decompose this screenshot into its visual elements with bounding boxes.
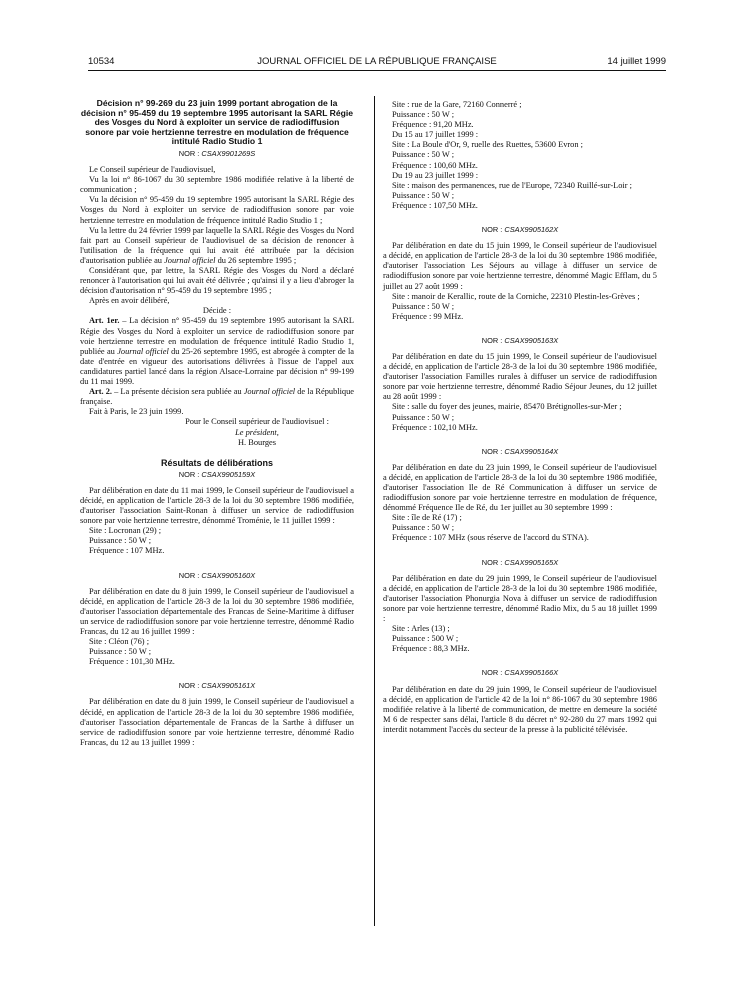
nor-reference xyxy=(80,571,354,581)
deliberation-entry xyxy=(383,433,657,544)
text-run: du 26 septembre 1995 ; xyxy=(215,255,297,265)
article-label: Art. 2. xyxy=(89,387,113,397)
decision-paragraph: Après en avoir délibéré, xyxy=(89,296,170,306)
broadcast-detail-line: Site : salle du foyer des jeunes, mairie, 85470 Brétignolles-sur-Mer ; xyxy=(392,402,622,412)
broadcast-detail-line: Puissance : 50 W ; xyxy=(392,412,455,422)
decision-title: Décision n° 99-269 du 23 juin 1999 portant abrogation de la décision n° 95-459 du 19 septembre 1995 autorisant la SARL Régie des Vosges du Nord à exploiter un service de radiodiffusion sonore par voie hertzienne terrestre en modulation de fréquence intitulé Radio Studio 1 xyxy=(80,98,354,147)
entry-spacer xyxy=(383,654,657,666)
broadcast-detail-line: Site : île de Ré (17) ; xyxy=(392,513,462,523)
broadcast-detail-line: Site : Locronan (29) ; xyxy=(89,526,162,536)
nor-label: NOR : xyxy=(178,681,200,691)
entry-spacer xyxy=(383,433,657,445)
done-at: Fait à Paris, le 23 juin 1999. xyxy=(89,407,184,417)
signature-name: H. Bourges xyxy=(238,437,276,447)
nor-label: NOR : xyxy=(178,469,200,479)
nor-label: NOR : xyxy=(481,446,503,456)
broadcast-detail-line: Fréquence : 107,50 MHz. xyxy=(392,200,478,210)
nor-code: CSAX9905163X xyxy=(504,335,559,345)
deliberation-entry xyxy=(383,322,657,433)
deliberation-entry xyxy=(80,667,354,748)
issue-date: 14 juillet 1999 xyxy=(607,56,666,67)
entry-spacer xyxy=(383,322,657,334)
nor-reference xyxy=(383,447,657,457)
nor-code: CSAX9905166X xyxy=(504,668,559,678)
broadcast-detail-line: Fréquence : 88,3 MHz. xyxy=(392,644,470,654)
period-heading: Du 19 au 23 juillet 1999 : xyxy=(392,170,479,180)
nor-code: CSAX9905161X xyxy=(201,681,256,691)
nor-reference xyxy=(383,225,657,235)
deliberation-entry xyxy=(383,211,657,322)
entry-spacer xyxy=(80,557,354,569)
article-1 xyxy=(80,316,354,387)
broadcast-detail-line: Puissance : 50 W ; xyxy=(392,301,455,311)
journal-title: JOURNAL OFFICIEL DE LA RÉPUBLIQUE FRANÇAISE xyxy=(257,56,497,67)
broadcast-detail-line: Fréquence : 102,10 MHz. xyxy=(392,422,478,432)
nor-reference xyxy=(80,470,354,480)
continued-entry xyxy=(383,100,657,211)
results-heading: Résultats de délibérations xyxy=(160,457,274,468)
broadcast-detail-line: Puissance : 50 W ; xyxy=(89,647,152,657)
text-run: – La présente décision sera publiée au xyxy=(112,387,244,397)
nor-reference xyxy=(383,668,657,678)
broadcast-detail-line: Fréquence : 99 MHz. xyxy=(392,311,464,321)
deliberation-text: Par délibération en date du 15 juin 1999, le Conseil supérieur de l'audiovisuel a décidé, en application de l'article 28-3 de la loi du 30 septembre 1986 modifiée, d'autoriser l'association Familles rurales à diffuser un service de radiodiffusion sonore par voie hertzienne terrestre, dénommé Radio Séjour Jeunes, du 12 juillet au 28 août 1999 : xyxy=(383,351,657,402)
nor-code: CSAX9901269S xyxy=(201,148,256,158)
results-list-continued xyxy=(383,211,657,735)
deliberation-text: Par délibération en date du 29 juin 1999, le Conseil supérieur de l'audiovisuel a décidé, en application de l'article 28-3 de la loi du 30 septembre 1986 modifiée, d'autoriser l'association Phonurgia Nova à diffuser un service de radiodiffusion sonore par voie hertzienne terrestre, dénommé Radio Mix, du 5 au 18 juillet 1999 : xyxy=(383,573,657,624)
broadcast-detail-line: Site : La Boule d'Or, 9, ruelle des Ruettes, 53600 Evron ; xyxy=(392,140,583,150)
broadcast-detail-line: Site : Cléon (76) ; xyxy=(89,637,150,647)
nor-label: NOR : xyxy=(481,335,503,345)
text-run: Vu la lettre du 24 février 1999 par laquelle la SARL Régie des Vosges du Nord fait part au Conseil supérieur de l'audiovisuel de sa décision de renoncer à l'utilisation de la fréquence qui lui avait été attribuée par la décision d'autorisation publiée au xyxy=(80,225,354,265)
deliberation-entry xyxy=(383,654,657,735)
text-run: du 25-26 septembre 1995, est abrogée à compter de la date d'entrée en vigueur des autorisations délivrées à l'issue de l'appel aux candidatures partiel lancé dans la région Alsace-Lorraine par décision n° 99-199 du 11 mai 1999. xyxy=(80,346,354,387)
left-column xyxy=(80,99,354,748)
nor-label: NOR : xyxy=(481,557,503,567)
deliberation-text: Par délibération en date du 29 juin 1999, le Conseil supérieur de l'audiovisuel a décidé, en application de l'article 42 de la loi n° 86-1067 du 30 septembre 1986 modifiée relative à la liberté de communication, de mettre en demeure la société M 6 de respecter sans délai, l'article 8 du décret n° 92-280 du 27 mars 1992 qui interdit notamment l'accès du secteur de la presse à la publicité télévisée. xyxy=(383,684,657,734)
broadcast-detail-line: Fréquence : 107 MHz (sous réserve de l'accord du STNA). xyxy=(392,533,589,543)
decide-heading: Décide : xyxy=(202,306,232,316)
decision-paragraph: Considérant que, par lettre, la SARL Régie des Vosges du Nord a déclaré renoncer à l'autorisation qui lui avait été délivrée ; qu'ainsi il y a lieu d'abroger la décision d'autorisation n° 95-459 du 19 septembre 1995 ; xyxy=(80,266,354,296)
deliberation-text: Par délibération en date du 23 juin 1999, le Conseil supérieur de l'audiovisuel a décidé, en application de l'article 28-3 de la loi du 30 septembre 1986 modifiée, d'autoriser l'association Ile de Ré Communication à diffuser un service de radiodiffusion sonore par voie hertzienne terrestre en modulation de fréquence, dénommé Fréquence Ile de Ré, du 1er juillet au 30 septembre 1999 : xyxy=(383,462,657,513)
signature-line: Pour le Conseil supérieur de l'audiovisuel : xyxy=(185,417,329,427)
nor-reference xyxy=(80,149,354,159)
decision-paragraph: Vu la loi n° 86-1067 du 30 septembre 1986 modifiée relative à la liberté de communication ; xyxy=(80,175,354,195)
broadcast-detail-line: Puissance : 50 W ; xyxy=(89,536,152,546)
nor-code: CSAX9905164X xyxy=(504,446,559,456)
page-header xyxy=(88,56,666,70)
broadcast-detail-line: Puissance : 50 W ; xyxy=(392,110,455,120)
deliberation-entry xyxy=(80,470,354,557)
broadcast-detail-line: Fréquence : 101,30 MHz. xyxy=(89,657,175,667)
decision-paragraph: Le Conseil supérieur de l'audiovisuel, xyxy=(89,165,216,175)
right-column xyxy=(383,100,657,735)
article-label: Art. 1er. xyxy=(89,316,120,326)
page-number: 10534 xyxy=(88,56,115,67)
nor-reference xyxy=(80,681,354,691)
nor-label: NOR : xyxy=(178,148,200,158)
journal-reference: Journal officiel xyxy=(117,346,169,356)
nor-code: CSAX9905159X xyxy=(201,469,256,479)
column-divider xyxy=(374,96,375,926)
deliberation-text: Par délibération en date du 11 mai 1999, le Conseil supérieur de l'audiovisuel a décidé, en application de l'article 28-3 de la loi du 30 septembre 1986 modifiée, d'autoriser l'association Saint-Ronan à diffuser un service de radiodiffusion sonore par voie hertzienne terrestre, dénommé Troménie, le 11 juillet 1999 : xyxy=(80,485,354,526)
deliberation-text: Par délibération en date du 8 juin 1999, le Conseil supérieur de l'audiovisuel a décidé, en application de l'article 28-3 de la loi du 30 septembre 1986 modifiée, d'autoriser l'association départementale de Francas de la Sarthe à diffuser un service de radiodiffusion sonore par voie hertzienne terrestre, dénommé Radio Francas, du 12 au 13 juillet 1999 : xyxy=(80,697,354,747)
results-list xyxy=(80,470,354,748)
journal-reference: Journal officiel xyxy=(164,255,216,265)
nor-code: CSAX9905165X xyxy=(504,557,559,567)
nor-reference xyxy=(383,558,657,568)
broadcast-detail-line: Site : Arles (13) ; xyxy=(392,624,450,634)
broadcast-detail-line: Puissance : 50 W ; xyxy=(392,150,455,160)
deliberation-text: Par délibération en date du 15 juin 1999, le Conseil supérieur de l'audiovisuel a décidé, en application de l'article 28-3 de la loi du 30 septembre 1986 modifiée, d'autoriser l'association Les Séjours au village à diffuser un service de radiodiffusion sonore par voie hertzienne terrestre, dénommé Magic Efflam, du 5 juillet au 27 août 1999 : xyxy=(383,241,657,291)
deliberation-text: Par délibération en date du 8 juin 1999, le Conseil supérieur de l'audiovisuel a décidé, en application de l'article 28-3 de la loi du 30 septembre 1986 modifiée, d'autoriser l'association départementale des Francas de Seine-Maritime à diffuser un service de radiodiffusion sonore par voie hertzienne terrestre, dénommé Radio Francas, du 12 au 16 juillet 1999 : xyxy=(80,586,354,636)
signature-title: Le président, xyxy=(235,427,279,437)
text-run: – La décision n° 95-459 du 19 septembre 1995 autorisant la SARL Régie des Vosges du Nord à exploiter un service de radiodiffusion sonore par voie hertzienne terrestre en modulation de fréquence intitulé Radio Studio 1, publiée au xyxy=(80,316,355,356)
nor-code: CSAX9905162X xyxy=(504,225,559,235)
entry-spacer xyxy=(383,211,657,223)
period-heading: Du 15 au 17 juillet 1999 : xyxy=(392,130,479,140)
nor-code: CSAX9905160X xyxy=(201,570,256,580)
nor-reference xyxy=(383,336,657,346)
header-rule xyxy=(88,70,666,71)
broadcast-detail-line: Puissance : 50 W ; xyxy=(392,523,455,533)
nor-label: NOR : xyxy=(481,225,503,235)
broadcast-detail-line: Fréquence : 107 MHz. xyxy=(89,546,165,556)
broadcast-detail-line: Fréquence : 91,20 MHz. xyxy=(392,120,474,130)
nor-label: NOR : xyxy=(481,668,503,678)
broadcast-detail-line: Puissance : 50 W ; xyxy=(392,190,455,200)
nor-label: NOR : xyxy=(178,570,200,580)
entry-spacer xyxy=(80,667,354,679)
article-2 xyxy=(80,387,354,407)
broadcast-detail-line: Site : manoir de Kerallic, route de la Corniche, 22310 Plestin-les-Grèves ; xyxy=(392,291,640,301)
text-run: de la République française. xyxy=(80,387,355,407)
deliberation-entry xyxy=(383,544,657,655)
entry-spacer xyxy=(383,544,657,556)
journal-reference: Journal officiel xyxy=(243,387,296,397)
broadcast-detail-line: Site : rue de la Gare, 72160 Connerré ; xyxy=(392,100,522,109)
decision-paragraph: Vu la décision n° 95-459 du 19 septembre 1995 autorisant la SARL Régie des Vosges du Nord à exploiter un service de radiodiffusion sonore par voie hertzienne terrestre en modulation de fréquence intitulé Radio Studio 1 ; xyxy=(80,195,354,225)
broadcast-detail-line: Site : maison des permanences, rue de l'Europe, 72340 Ruillé-sur-Loir ; xyxy=(392,180,632,190)
broadcast-detail-line: Puissance : 500 W ; xyxy=(392,634,459,644)
broadcast-detail-line: Fréquence : 100,60 MHz. xyxy=(392,160,478,170)
deliberation-entry xyxy=(80,557,354,668)
decision-paragraph xyxy=(80,226,354,266)
